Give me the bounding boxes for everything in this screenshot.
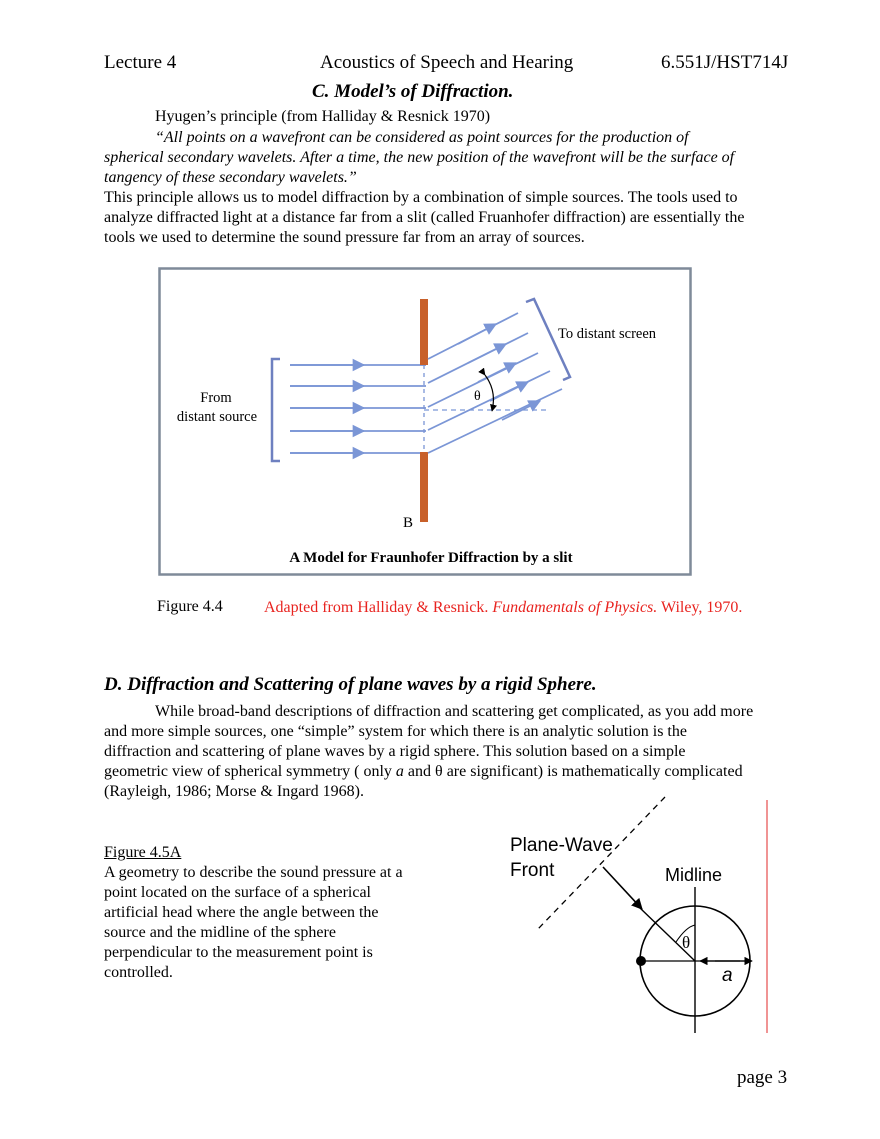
header-course-number: 6.551J/HST714J [661, 52, 789, 73]
sphere-geometry-figure [500, 795, 780, 1040]
principle-paragraph-line-3: tools we used to determine the sound pressure far from an array of sources. [104, 229, 585, 246]
line-4-var-a: a [395, 763, 404, 780]
section-d-title: D. Diffraction and Scattering of plane waves by a rigid Sphere. [104, 674, 597, 695]
theta-angle-arrow [485, 375, 493, 411]
section-c-title: C. Model’s of Diffraction. [312, 81, 514, 102]
principle-paragraph-line-1: This principle allows us to model diffraction by a combination of simple sources. The tools used to [104, 189, 738, 206]
figure-credit-line [264, 599, 742, 617]
page-number: page 3 [737, 1067, 788, 1088]
label-to-distant-screen: To distant screen [558, 326, 657, 342]
line-4-part-a: geometric view of spherical symmetry ( only [104, 763, 396, 780]
section-d-line-3: diffraction and scattering of plane waves by a rigid sphere. This solution based on a simple [104, 743, 686, 760]
source-bracket [272, 359, 280, 461]
label-distant-source: distant source [176, 409, 258, 425]
slit-barrier-bottom [420, 452, 428, 522]
plane-wave-front-line [538, 797, 665, 929]
fig45a-desc-1: A geometry to describe the sound pressure at a [104, 864, 403, 881]
fig45a-desc-2: point located on the surface of a spherical [104, 884, 371, 901]
credit-adapted: Adapted from [264, 599, 354, 616]
credit-publisher: Wiley, 1970. [661, 599, 743, 616]
incoming-rays [290, 365, 426, 453]
measurement-point [636, 956, 646, 966]
quote-line-3: tangency of these secondary wavelets.” [104, 169, 357, 186]
fig45a-desc-6: controlled. [104, 964, 173, 981]
label-radius-a: a [722, 965, 733, 986]
label-theta: θ [474, 389, 481, 404]
header-course-title: Acoustics of Speech and Hearing [320, 52, 574, 73]
fraunhofer-diffraction-figure [158, 267, 692, 576]
section-d-line-1: While broad-band descriptions of diffraction and scattering get complicated, as you add more [155, 703, 754, 720]
credit-title: Fundamentals of Physics. [492, 599, 658, 616]
label-front: Front [510, 860, 555, 881]
line-4-part-b: and θ are significant) is mathematically complicated [403, 763, 743, 780]
label-from: From [200, 390, 232, 406]
section-d-line-4 [104, 762, 743, 782]
slit-barrier-top [420, 299, 428, 365]
diffracted-ray [428, 371, 550, 430]
fig45a-desc-4: source and the midline of the sphere [104, 924, 336, 941]
diffracted-rays [428, 313, 562, 453]
label-plane-wave: Plane-Wave [510, 835, 613, 856]
huygens-principle-line: Hyugen’s principle (from Halliday & Resnick 1970) [155, 108, 491, 125]
figure-inner-caption: A Model for Fraunhofer Diffraction by a slit [289, 550, 573, 566]
header-lecture: Lecture 4 [104, 52, 177, 73]
figure-4-5a-title: Figure 4.5A [104, 844, 182, 861]
label-theta-sphere: θ [682, 933, 691, 952]
quote-line-1: “All points on a wavefront can be considered as point sources for the production of [155, 129, 689, 146]
credit-authors: Halliday & Resnick. [357, 599, 489, 616]
figure-4-4-label: Figure 4.4 [157, 598, 223, 615]
incidence-arrow [603, 867, 642, 909]
label-midline: Midline [665, 865, 723, 885]
fig45a-desc-5: perpendicular to the measurement point is [104, 944, 373, 961]
fig45a-desc-3: artificial head where the angle between the [104, 904, 379, 921]
principle-paragraph-line-2: analyze diffracted light at a distance far from a slit (called Fruanhofer diffraction) are essentially the [104, 209, 745, 226]
label-b: B [403, 515, 414, 531]
section-d-line-5: (Rayleigh, 1986; Morse & Ingard 1968). [104, 783, 364, 800]
section-d-line-2: and more simple sources, one “simple” system for which there is an analytic solution is the [104, 723, 687, 740]
quote-line-2: spherical secondary wavelets. After a time, the new position of the wavefront will be the surface of [104, 149, 735, 166]
